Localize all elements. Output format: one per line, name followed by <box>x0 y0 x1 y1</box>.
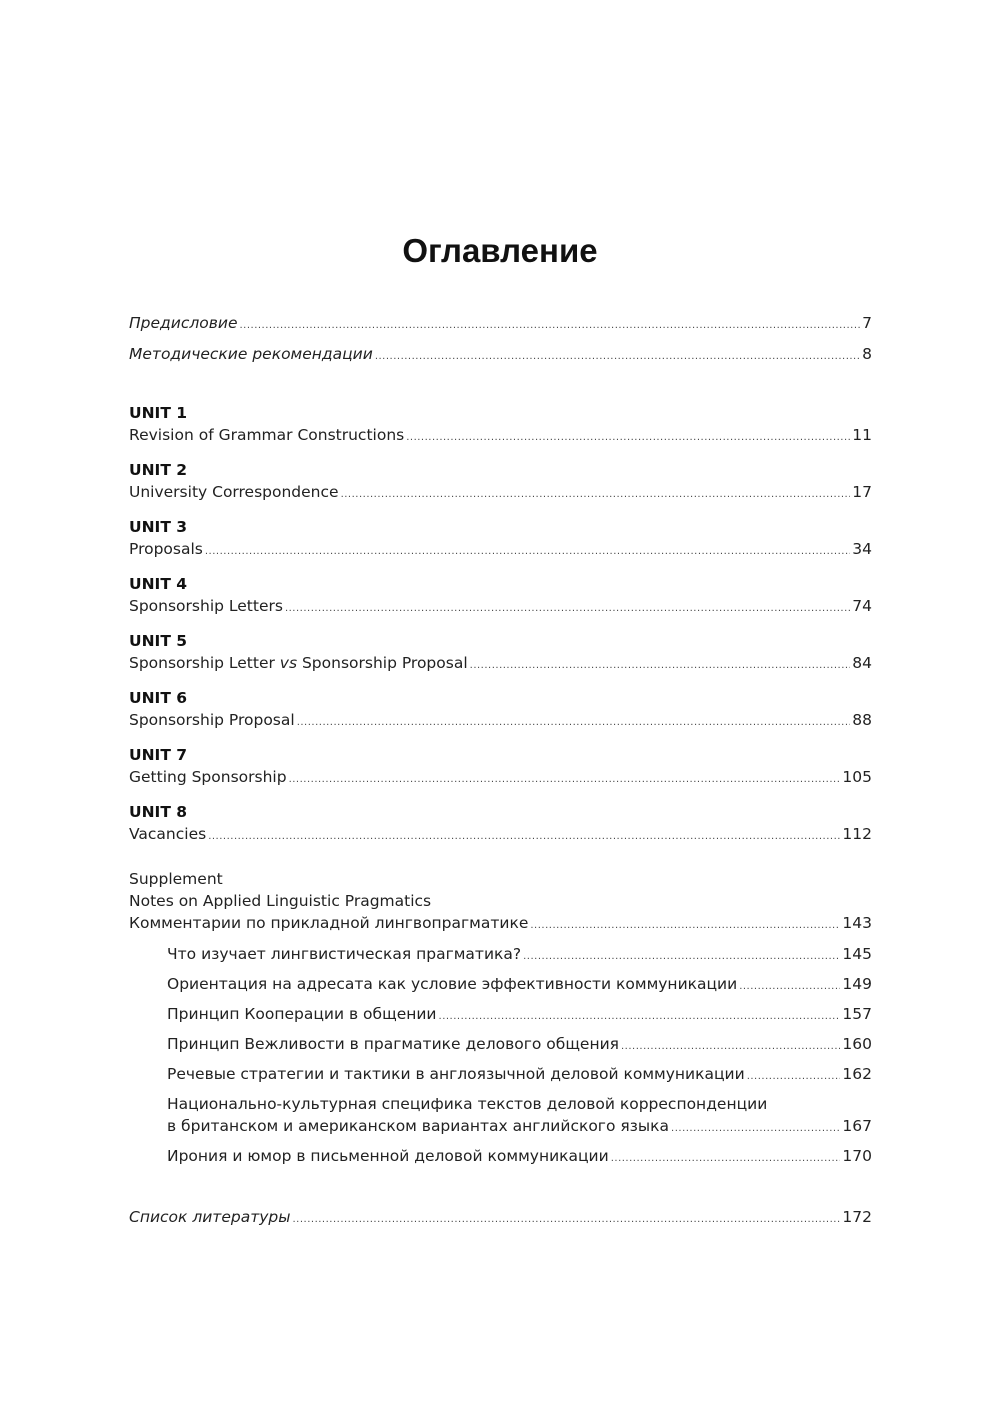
unit-heading: UNIT 8 <box>129 803 188 821</box>
dot-leader <box>470 652 851 677</box>
dot-leader <box>285 595 850 620</box>
toc-page-number: 149 <box>842 975 872 993</box>
dot-leader <box>439 1003 841 1028</box>
toc-page-number: 145 <box>842 945 872 963</box>
dot-leader <box>205 538 850 563</box>
toc-page-number: 11 <box>852 426 872 444</box>
supplement-subtitle: Notes on Applied Linguistic Pragmatics <box>129 892 432 910</box>
dot-leader <box>621 1033 840 1058</box>
toc-entry-unit-2[interactable] <box>129 481 872 506</box>
toc-entry-label: Принцип Кооперации в общении <box>167 1005 437 1023</box>
supplement-heading: Supplement <box>129 870 223 888</box>
toc-entry-unit-3[interactable] <box>129 538 872 563</box>
unit-2 <box>129 459 872 506</box>
unit-3 <box>129 516 872 563</box>
dot-leader <box>293 1206 841 1231</box>
toc-page-number: 170 <box>842 1147 872 1165</box>
dot-leader <box>523 943 840 968</box>
table-of-contents <box>129 312 872 1231</box>
toc-entry-label: Ориентация на адресата как условие эффективности коммуникации <box>167 975 738 993</box>
supplement-subsections <box>129 943 872 1170</box>
toc-page-number: 17 <box>852 483 872 501</box>
toc-entry-supplement[interactable] <box>129 912 872 937</box>
toc-entry-label: Предисловие <box>129 314 238 332</box>
unit-heading: UNIT 4 <box>129 575 188 593</box>
toc-page-number: 88 <box>852 711 872 729</box>
toc-entry-label-line2: в британском и американском вариантах английского языка <box>167 1117 670 1135</box>
page-title: Оглавление <box>402 232 598 269</box>
unit-6 <box>129 687 872 734</box>
title-part: Sponsorship Proposal <box>297 654 468 672</box>
toc-page-number: 84 <box>852 654 872 672</box>
toc-page-number: 8 <box>862 345 872 363</box>
toc-entry-label: Getting Sponsorship <box>129 768 287 786</box>
toc-entry-sub-6[interactable] <box>167 1093 872 1140</box>
unit-7 <box>129 744 872 791</box>
unit-1 <box>129 402 872 449</box>
toc-entry-unit-6[interactable] <box>129 709 872 734</box>
toc-page-number: 157 <box>842 1005 872 1023</box>
dot-leader <box>341 481 851 506</box>
toc-entry-sub-1[interactable] <box>167 943 872 968</box>
toc-page-number: 167 <box>842 1117 872 1135</box>
dot-leader <box>406 424 850 449</box>
toc-entry-label: Proposals <box>129 540 203 558</box>
toc-page-number: 160 <box>842 1035 872 1053</box>
dot-leader <box>611 1145 841 1170</box>
toc-entry-unit-7[interactable] <box>129 766 872 791</box>
dot-leader <box>375 343 860 368</box>
toc-page-number: 112 <box>842 825 872 843</box>
title-part-italic: vs <box>279 654 298 672</box>
dot-leader <box>747 1063 841 1088</box>
toc-entry-sub-7[interactable] <box>167 1145 872 1170</box>
toc-entry-unit-5[interactable] <box>129 652 872 677</box>
toc-page-number: 172 <box>842 1208 872 1226</box>
dot-leader <box>530 912 840 937</box>
toc-entry-label: Sponsorship Letters <box>129 597 283 615</box>
toc-entry-unit-8[interactable] <box>129 823 872 848</box>
toc-entry-label <box>129 652 468 674</box>
unit-heading: UNIT 7 <box>129 746 188 764</box>
unit-4 <box>129 573 872 620</box>
toc-entry-label: Список литературы <box>129 1208 291 1226</box>
unit-5 <box>129 630 872 677</box>
toc-entry-methodical-recommendations[interactable] <box>129 343 872 368</box>
toc-page-number: 74 <box>852 597 872 615</box>
supplement-section <box>129 868 872 1170</box>
toc-entry-label: Revision of Grammar Constructions <box>129 426 405 444</box>
toc-entry-label: Комментарии по прикладной лингвопрагматике <box>129 914 529 932</box>
dot-leader <box>671 1115 840 1140</box>
toc-entry-label: Что изучает лингвистическая прагматика? <box>167 945 522 963</box>
toc-page-number: 162 <box>842 1065 872 1083</box>
dot-leader <box>289 766 841 791</box>
toc-entry-sub-5[interactable] <box>167 1063 872 1088</box>
toc-entry-sub-4[interactable] <box>167 1033 872 1058</box>
dot-leader <box>297 709 851 734</box>
title-part: Sponsorship Letter <box>129 654 280 672</box>
unit-heading: UNIT 2 <box>129 461 188 479</box>
toc-entry-label-line1: Национально-культурная специфика текстов деловой корреспонденции <box>167 1095 768 1113</box>
toc-entry-label: Vacancies <box>129 825 207 843</box>
unit-heading: UNIT 1 <box>129 404 188 422</box>
toc-page-number: 34 <box>852 540 872 558</box>
toc-page-number: 143 <box>842 914 872 932</box>
toc-entry-label: Речевые стратегии и тактики в англоязычной деловой коммуникации <box>167 1065 745 1083</box>
toc-entry-label: University Correspondence <box>129 483 339 501</box>
toc-entry-bibliography[interactable] <box>129 1206 872 1231</box>
toc-entry-label: Методические рекомендации <box>129 345 373 363</box>
unit-8 <box>129 801 872 848</box>
toc-entry-label: Принцип Вежливости в прагматике делового общения <box>167 1035 619 1053</box>
dot-leader <box>208 823 840 848</box>
units-list <box>129 402 872 848</box>
unit-heading: UNIT 5 <box>129 632 188 650</box>
dot-leader <box>739 973 840 998</box>
toc-entry-unit-1[interactable] <box>129 424 872 449</box>
toc-entry-unit-4[interactable] <box>129 595 872 620</box>
dot-leader <box>239 312 860 337</box>
toc-entry-sub-6-line2 <box>167 1115 872 1140</box>
toc-page-number: 105 <box>842 768 872 786</box>
toc-entry-preface[interactable] <box>129 312 872 337</box>
unit-heading: UNIT 6 <box>129 689 188 707</box>
unit-heading: UNIT 3 <box>129 518 188 536</box>
toc-entry-sub-2[interactable] <box>167 973 872 998</box>
toc-entry-sub-3[interactable] <box>167 1003 872 1028</box>
toc-page-number: 7 <box>862 314 872 332</box>
toc-entry-label: Sponsorship Proposal <box>129 711 295 729</box>
toc-entry-label: Ирония и юмор в письменной деловой коммуникации <box>167 1147 609 1165</box>
